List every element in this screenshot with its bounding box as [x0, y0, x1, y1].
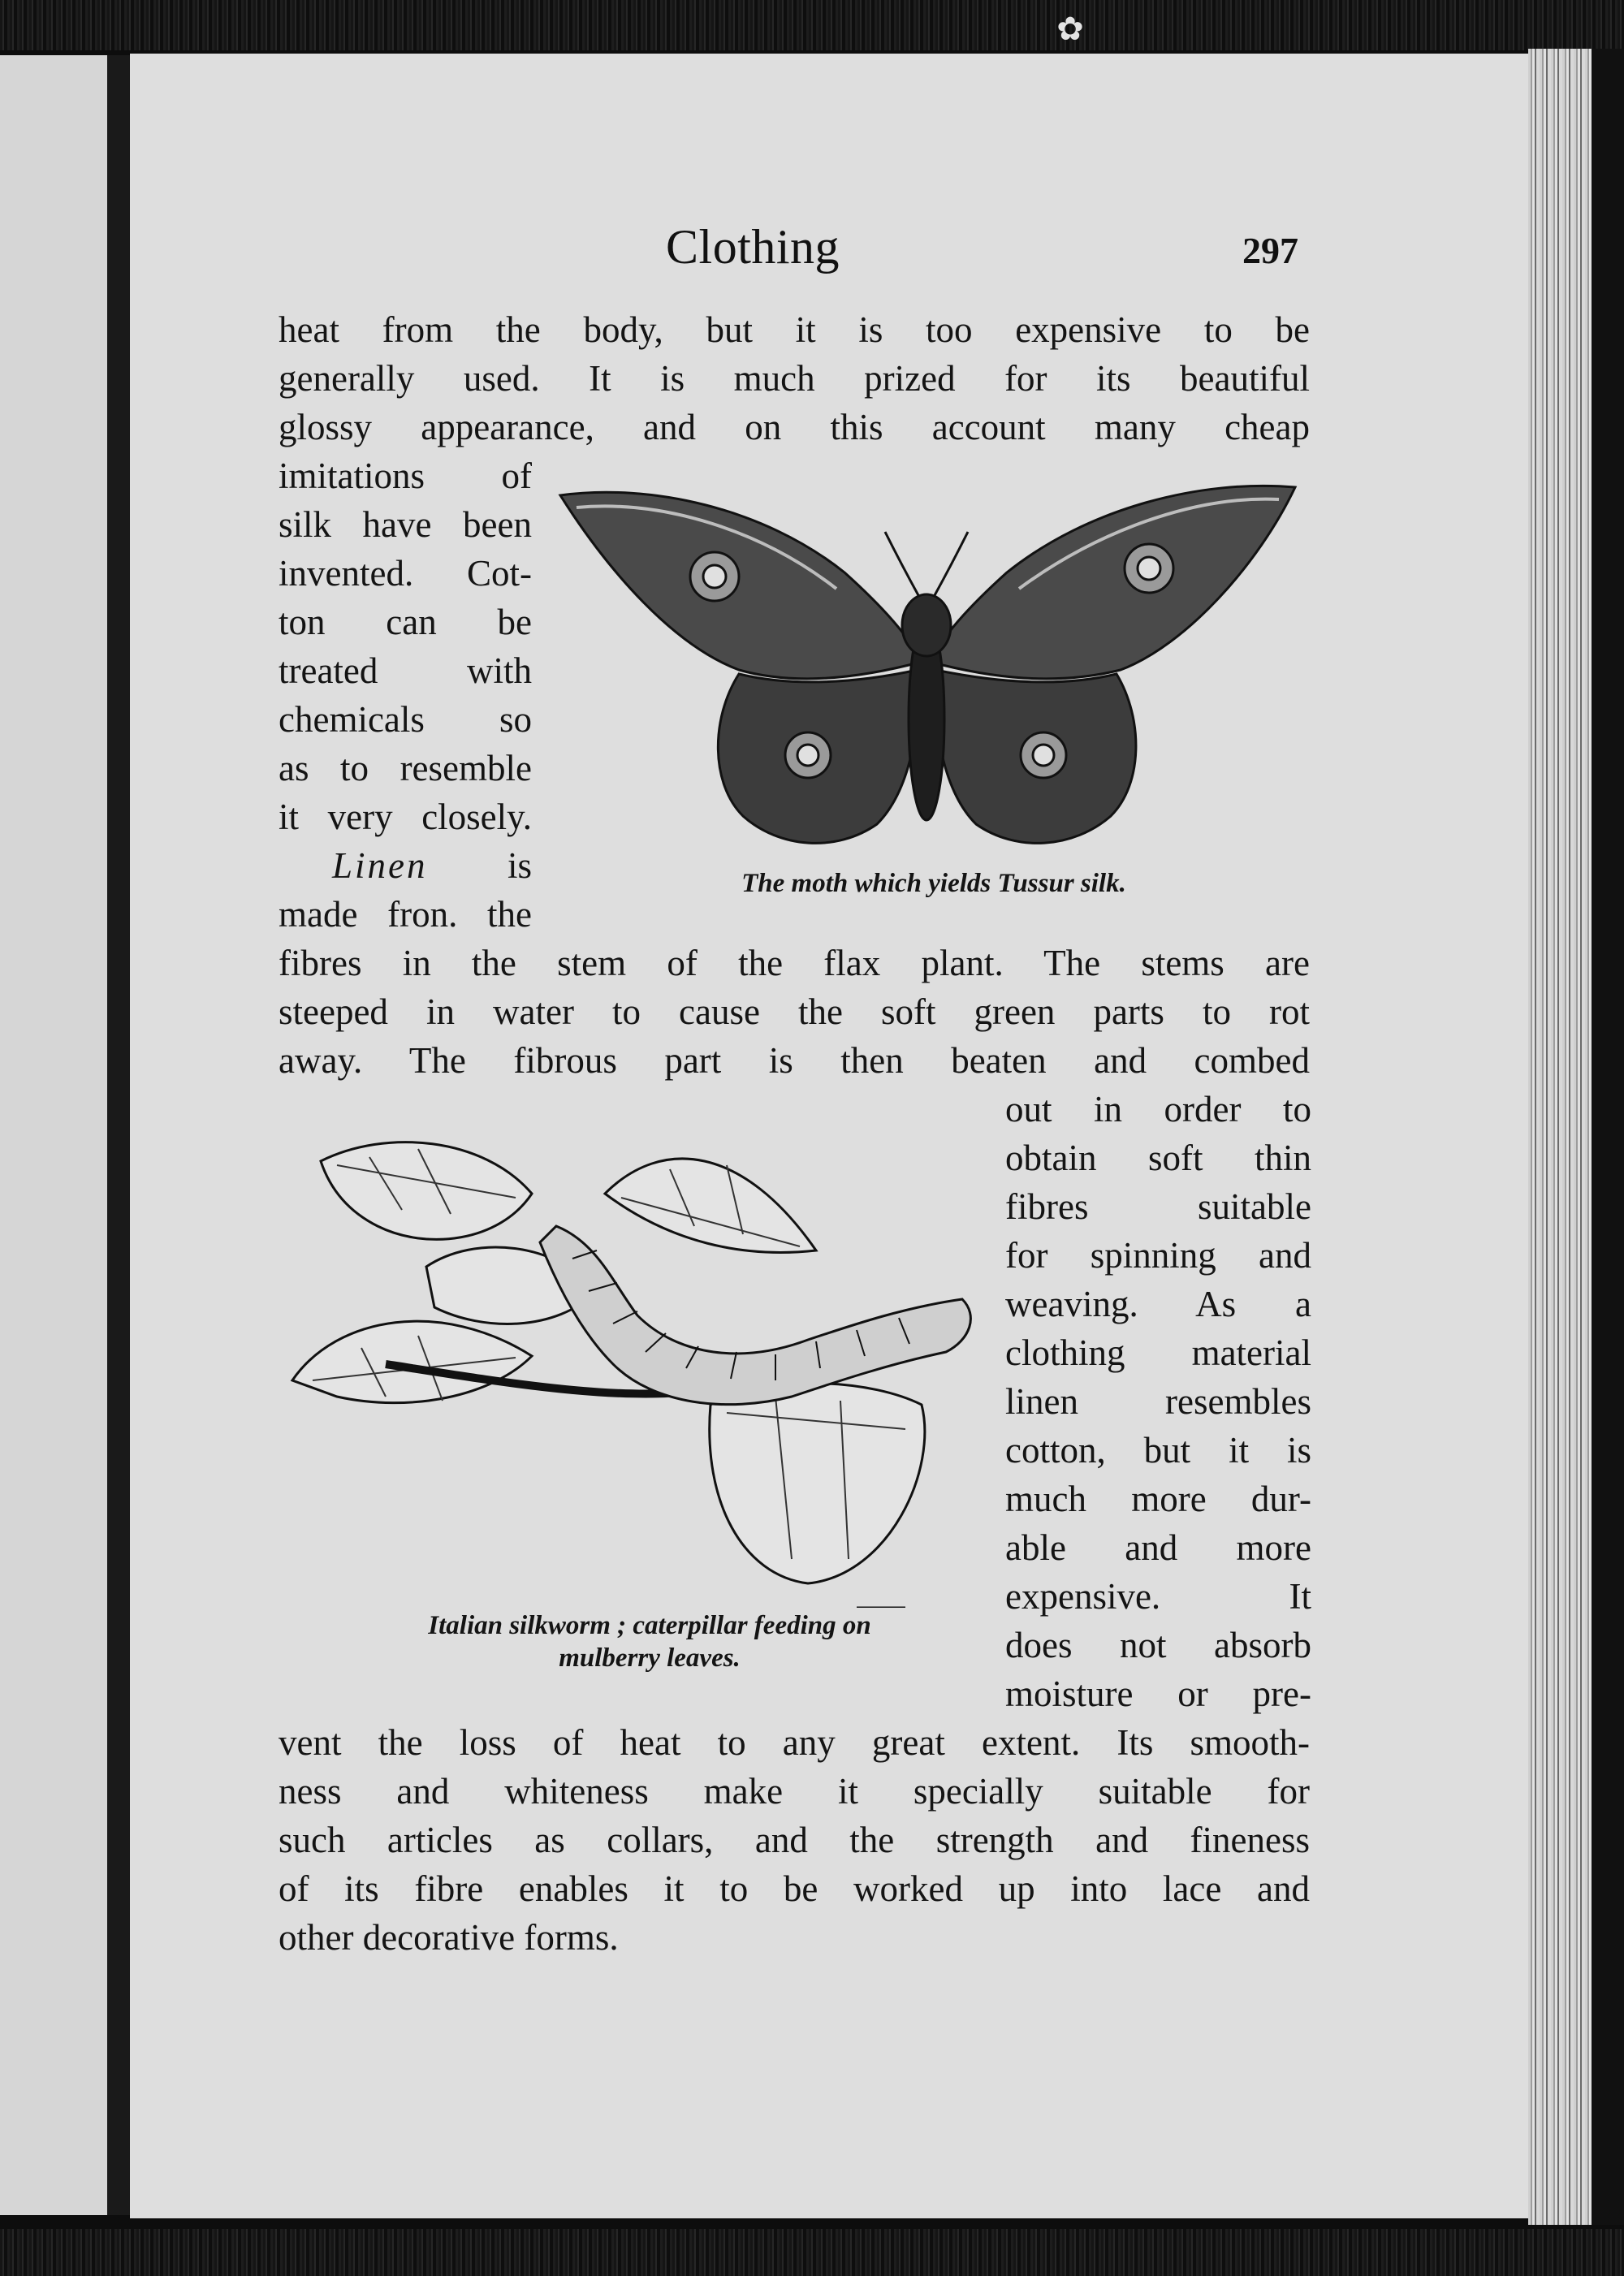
text-line: steeped in water to cause the soft green parts to rot: [279, 991, 1310, 1032]
silkworm-caption-line-1: Italian silkworm ; caterpillar feeding on: [428, 1611, 871, 1640]
facing-page-edge: [0, 55, 107, 2215]
page-number: 297: [1242, 230, 1298, 271]
text-line: such articles as collars, and the strength and fineness: [279, 1820, 1310, 1860]
text-line: away. The fibrous part is then beaten and combed: [279, 1040, 1310, 1081]
text-line: does not absorb: [1005, 1625, 1311, 1665]
text-line: cotton, but it is: [1005, 1430, 1311, 1471]
text-line: chemicals so: [279, 699, 532, 740]
text-fragment: is: [427, 845, 532, 886]
text-line: ton can be: [279, 602, 532, 642]
bottom-scan-margin: [0, 2229, 1624, 2276]
silkworm-caption-line-2: mulberry leaves.: [559, 1643, 741, 1673]
text-line: glossy appearance, and on this account many cheap: [279, 407, 1310, 447]
text-line: moisture or pre-: [1005, 1674, 1311, 1714]
text-line: silk have been: [279, 504, 532, 545]
text-line: for spinning and: [1005, 1235, 1311, 1276]
text-line: treated with: [279, 650, 532, 691]
text-line: out in order to: [1005, 1089, 1311, 1129]
text-line: as to resemble: [279, 748, 532, 788]
text-line: ness and whiteness make it specially suitable for: [279, 1771, 1310, 1812]
ornament-icon: ✿: [1056, 11, 1084, 48]
linen-term: Linen: [332, 845, 428, 886]
right-scan-margin: [1592, 49, 1624, 2225]
text-line: expensive. It: [1005, 1576, 1311, 1617]
book-spine-shadow: [107, 55, 130, 2215]
text-line: imitations of: [279, 456, 532, 496]
text-line: fibres suitable: [1005, 1186, 1311, 1227]
text-line: linen resembles: [1005, 1381, 1311, 1422]
text-line: clothing material: [1005, 1332, 1311, 1373]
moth-illustration: [552, 475, 1307, 857]
text-line: able and more: [1005, 1527, 1311, 1568]
text-line: other decorative forms.: [279, 1917, 619, 1958]
text-line: made fron. the: [279, 894, 532, 935]
text-line: much more dur-: [1005, 1479, 1311, 1519]
text-line: vent the loss of heat to any great extent. Its smooth-: [279, 1722, 1310, 1763]
text-line: generally used. It is much prized for its beautiful: [279, 358, 1310, 399]
text-line: [279, 841, 532, 890]
text-line: invented. Cot-: [279, 553, 532, 594]
running-title: Clothing: [666, 220, 840, 274]
text-line: it very closely.: [279, 797, 532, 837]
text-line: obtain soft thin: [1005, 1138, 1311, 1178]
moth-caption: The moth which yields Tussur silk.: [741, 869, 1126, 898]
top-scan-margin: [0, 0, 1624, 50]
text-line: fibres in the stem of the flax plant. The stems are: [279, 943, 1310, 983]
text-line: heat from the body, but it is too expensive to be: [279, 309, 1310, 350]
silkworm-illustration: [288, 1121, 987, 1608]
text-line: weaving. As a: [1005, 1284, 1311, 1324]
text-line: of its fibre enables it to be worked up into lace and: [279, 1868, 1310, 1909]
